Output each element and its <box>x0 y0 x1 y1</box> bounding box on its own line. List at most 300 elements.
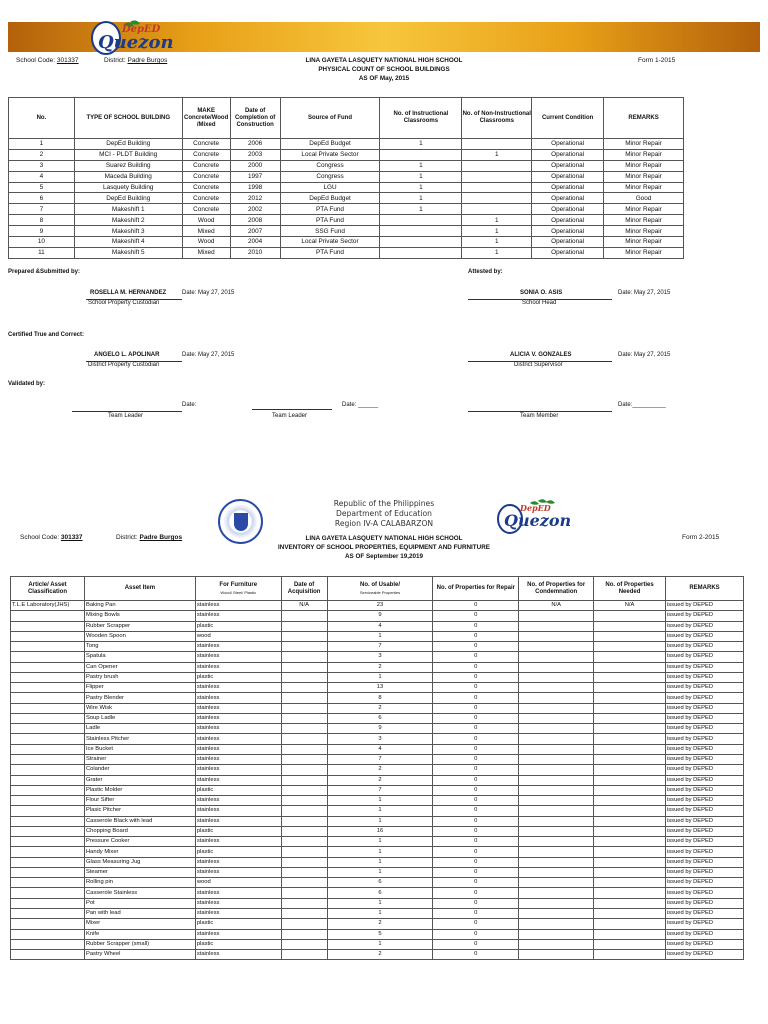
form-number: Form 1-2015 <box>638 57 676 64</box>
table-cell: issued by DEPED <box>666 775 744 785</box>
table-cell: issued by DEPED <box>666 826 744 836</box>
table-row <box>11 744 744 754</box>
table-cell: 10 <box>9 237 75 248</box>
table-row <box>11 734 744 744</box>
table-cell: 7 <box>327 785 433 795</box>
table-cell: 2 <box>327 919 433 929</box>
column-header: Article/ Asset Classification <box>11 577 85 601</box>
table-cell: 2006 <box>230 139 280 150</box>
table-cell: Operational <box>532 139 604 150</box>
table-cell: Minor Repair <box>604 215 684 226</box>
table-cell: 1 <box>380 160 462 171</box>
table-cell <box>11 642 85 652</box>
table-cell: Pan with lead <box>84 908 195 918</box>
val2-line <box>252 409 332 410</box>
table-cell: issued by DEPED <box>666 806 744 816</box>
table-cell: Pastry Wheel <box>84 950 195 960</box>
table-cell: issued by DEPED <box>666 631 744 641</box>
table-cell: 1 <box>327 908 433 918</box>
table-cell: 0 <box>433 662 519 672</box>
table-cell <box>462 139 532 150</box>
table-row <box>11 806 744 816</box>
table-cell: issued by DEPED <box>666 898 744 908</box>
logo-big-text: Quezon <box>98 32 174 53</box>
school-name-2: LINA GAYETA LASQUETY NATIONAL HIGH SCHOOL <box>305 535 463 542</box>
column-header: No. of Properties Needed <box>594 577 666 601</box>
table-cell <box>594 939 666 949</box>
table-cell: 0 <box>433 939 519 949</box>
table-cell: Concrete <box>182 139 230 150</box>
table-row <box>11 703 744 713</box>
table-cell: Operational <box>532 215 604 226</box>
table-cell: stainless <box>195 713 281 723</box>
table-cell <box>281 898 327 908</box>
table-row <box>11 621 744 631</box>
table-cell <box>11 621 85 631</box>
table-cell <box>594 816 666 826</box>
table-cell: stainless <box>195 775 281 785</box>
table-cell <box>594 744 666 754</box>
table-cell: plastic <box>195 826 281 836</box>
table-cell: Lasquety Building <box>74 182 182 193</box>
table-cell: stainless <box>195 642 281 652</box>
table-cell: Minor Repair <box>604 139 684 150</box>
table-cell: Grater <box>84 775 195 785</box>
table-cell: stainless <box>195 601 281 611</box>
column-header: Current Condition <box>532 98 604 139</box>
table-cell <box>519 693 594 703</box>
table-cell: issued by DEPED <box>666 837 744 847</box>
table-cell: Soup Ladle <box>84 713 195 723</box>
table-cell: 0 <box>433 652 519 662</box>
table-cell: 0 <box>433 878 519 888</box>
table-cell: 2 <box>9 149 75 160</box>
table-cell: Rubber Scrapper (small) <box>84 939 195 949</box>
table-cell <box>519 703 594 713</box>
table-cell <box>281 837 327 847</box>
table-row <box>11 867 744 877</box>
column-header: No. of Instructional Classrooms <box>380 98 462 139</box>
table-cell: 0 <box>433 601 519 611</box>
table-cell <box>11 847 85 857</box>
table-cell: issued by DEPED <box>666 765 744 775</box>
table-cell: 2002 <box>230 204 280 215</box>
table-cell: Minor Repair <box>604 226 684 237</box>
table-cell <box>519 765 594 775</box>
table-cell <box>519 898 594 908</box>
table-cell <box>11 796 85 806</box>
table-cell <box>11 878 85 888</box>
school-code: School Code: 301337 <box>16 57 79 64</box>
validated-label: Validated by: <box>8 381 46 387</box>
table-cell <box>519 611 594 621</box>
table-cell: Makeshift 5 <box>74 247 182 258</box>
table-cell: 1 <box>327 806 433 816</box>
table-cell <box>594 878 666 888</box>
sig4-date: Date: May 27, 2015 <box>618 352 671 358</box>
table-cell: PTA Fund <box>280 247 380 258</box>
table-cell: T.L.E Laboratory(JHS) <box>11 601 85 611</box>
table-cell <box>519 652 594 662</box>
table-cell: Mixing Bowls <box>84 611 195 621</box>
sig3-role: District Property Custodian <box>88 362 160 368</box>
table-cell <box>11 826 85 836</box>
table-cell <box>594 724 666 734</box>
column-header: Source of Fund <box>280 98 380 139</box>
table-cell: 9 <box>9 226 75 237</box>
table-cell: 1 <box>327 796 433 806</box>
table-cell <box>594 857 666 867</box>
table-cell <box>519 724 594 734</box>
table-cell <box>281 919 327 929</box>
table-cell: stainless <box>195 816 281 826</box>
deped-quezon-logo <box>84 18 214 58</box>
table-cell: issued by DEPED <box>666 601 744 611</box>
table-cell: plastic <box>195 672 281 682</box>
table-row <box>9 204 684 215</box>
table-row <box>11 847 744 857</box>
table-cell <box>462 204 532 215</box>
table-row <box>11 631 744 641</box>
table-cell: MCI - PLDT Building <box>74 149 182 160</box>
column-header: MAKE Concrete/Wood /Mixed <box>182 98 230 139</box>
table-cell: Local Private Sector <box>280 237 380 248</box>
table-cell: 6 <box>327 713 433 723</box>
table-cell: 4 <box>327 744 433 754</box>
table-row <box>11 724 744 734</box>
table-cell: 2003 <box>230 149 280 160</box>
table-cell <box>594 826 666 836</box>
table-cell: 0 <box>433 867 519 877</box>
table-cell <box>11 950 85 960</box>
table-cell <box>519 775 594 785</box>
table-row <box>11 652 744 662</box>
table-cell <box>11 683 85 693</box>
table-row <box>9 149 684 160</box>
table-cell: stainless <box>195 754 281 764</box>
table-cell: issued by DEPED <box>666 652 744 662</box>
table-cell <box>594 898 666 908</box>
district: District: Padre Burgos <box>104 57 168 64</box>
column-header: REMARKS <box>666 577 744 601</box>
table-cell: Concrete <box>182 193 230 204</box>
table-cell <box>380 247 462 258</box>
table-cell: Casserole Stainless <box>84 888 195 898</box>
table-cell: issued by DEPED <box>666 878 744 888</box>
table-cell <box>281 796 327 806</box>
sig1-role: School Property Custodian <box>88 300 160 306</box>
as-of-date: AS OF May, 2015 <box>358 75 410 82</box>
table-cell <box>519 621 594 631</box>
table-cell: Minor Repair <box>604 171 684 182</box>
usable-sub-label: Serviceable Properties <box>359 589 401 595</box>
table-cell <box>281 652 327 662</box>
table-cell <box>11 713 85 723</box>
table-cell <box>11 693 85 703</box>
table-cell: stainless <box>195 744 281 754</box>
table-cell: 1 <box>462 215 532 226</box>
table-cell <box>11 672 85 682</box>
table-cell: 1997 <box>230 171 280 182</box>
table-cell: 7 <box>327 754 433 764</box>
table-cell: stainless <box>195 929 281 939</box>
table-cell: Good <box>604 193 684 204</box>
table-row <box>9 139 684 150</box>
table-cell <box>11 857 85 867</box>
table-cell <box>11 611 85 621</box>
table-cell <box>281 847 327 857</box>
column-header: Date of Acquisition <box>281 577 327 601</box>
table-cell: 2000 <box>230 160 280 171</box>
table-cell <box>594 703 666 713</box>
table-cell: Makeshift 4 <box>74 237 182 248</box>
table-cell <box>519 888 594 898</box>
val2-role: Team Leader <box>272 413 308 419</box>
table-cell: plastic <box>195 785 281 795</box>
table-cell <box>519 642 594 652</box>
table-cell: 0 <box>433 683 519 693</box>
table-cell: 0 <box>433 754 519 764</box>
table-cell: 1 <box>462 247 532 258</box>
table-cell: stainless <box>195 662 281 672</box>
table-cell: 0 <box>433 898 519 908</box>
table-cell: 1 <box>462 226 532 237</box>
table-cell: plastic <box>195 621 281 631</box>
table-cell: 0 <box>433 672 519 682</box>
table-cell <box>594 683 666 693</box>
table-cell: 0 <box>433 908 519 918</box>
table-cell <box>380 215 462 226</box>
table-cell: Operational <box>532 182 604 193</box>
table-cell: Wire Wisk <box>84 703 195 713</box>
school-name: LINA GAYETA LASQUETY NATIONAL HIGH SCHOOL <box>305 57 463 64</box>
table-cell: 5 <box>9 182 75 193</box>
table-cell <box>519 785 594 795</box>
table-cell <box>380 237 462 248</box>
table-cell <box>281 713 327 723</box>
column-header: Date of Completion of Construction <box>230 98 280 139</box>
table-cell: 7 <box>327 642 433 652</box>
column-header: REMARKS <box>604 98 684 139</box>
table-row <box>11 929 744 939</box>
table-cell <box>519 744 594 754</box>
table-cell <box>519 672 594 682</box>
table-cell: 0 <box>433 888 519 898</box>
table-cell <box>519 713 594 723</box>
table-cell <box>594 837 666 847</box>
table-cell: issued by DEPED <box>666 672 744 682</box>
table-cell <box>462 171 532 182</box>
table-cell: stainless <box>195 765 281 775</box>
table-cell: issued by DEPED <box>666 950 744 960</box>
table-cell: 2004 <box>230 237 280 248</box>
table-row <box>11 775 744 785</box>
table-cell <box>281 765 327 775</box>
table-cell: 16 <box>327 826 433 836</box>
table-cell <box>281 642 327 652</box>
table-cell <box>11 775 85 785</box>
table-cell <box>281 683 327 693</box>
table-cell: DepEd Budget <box>280 139 380 150</box>
table-cell: N/A <box>594 601 666 611</box>
table-cell: 1 <box>327 816 433 826</box>
table-cell: issued by DEPED <box>666 713 744 723</box>
table-cell <box>281 621 327 631</box>
table-cell: Minor Repair <box>604 204 684 215</box>
table-cell <box>11 939 85 949</box>
table-cell <box>281 703 327 713</box>
table-cell: Pot <box>84 898 195 908</box>
table-cell <box>281 878 327 888</box>
table-cell: Operational <box>532 204 604 215</box>
table-cell: Congress <box>280 171 380 182</box>
table-cell: Colander <box>84 765 195 775</box>
table-cell <box>519 826 594 836</box>
table-cell: Congress <box>280 160 380 171</box>
table-row <box>9 215 684 226</box>
val3-date: Date:__________ <box>618 402 666 408</box>
table-row <box>11 878 744 888</box>
table-cell: Wooden Spoon <box>84 631 195 641</box>
table-row <box>9 160 684 171</box>
val1-role: Team Leader <box>108 413 144 419</box>
table-cell: issued by DEPED <box>666 796 744 806</box>
table-row <box>11 898 744 908</box>
table-cell: Tong <box>84 642 195 652</box>
table-cell <box>281 816 327 826</box>
table-cell: stainless <box>195 724 281 734</box>
table-cell: Stainless Pitcher <box>84 734 195 744</box>
table-cell: 9 <box>327 724 433 734</box>
table-cell <box>462 160 532 171</box>
table-cell: Flipper <box>84 683 195 693</box>
table-cell: Concrete <box>182 149 230 160</box>
table-cell <box>281 939 327 949</box>
table-cell: 1 <box>327 631 433 641</box>
table-cell: Suarez Building <box>74 160 182 171</box>
table-row <box>9 182 684 193</box>
table-cell: stainless <box>195 683 281 693</box>
table-cell <box>594 642 666 652</box>
table-cell: DepEd Budget <box>280 193 380 204</box>
as-of-date-2: AS OF September 19,2019 <box>344 553 424 560</box>
table-cell: stainless <box>195 898 281 908</box>
column-header: No. <box>9 98 75 139</box>
table-cell: Knife <box>84 929 195 939</box>
table-cell: issued by DEPED <box>666 642 744 652</box>
table-cell <box>11 929 85 939</box>
table-row <box>11 888 744 898</box>
table-cell: 1 <box>380 171 462 182</box>
table-cell <box>519 631 594 641</box>
table-row <box>11 662 744 672</box>
form-title-2: INVENTORY OF SCHOOL PROPERTIES, EQUIPMENT AND FURNITURE <box>278 544 490 551</box>
table-cell: 0 <box>433 950 519 960</box>
table-cell: Flour Sifter <box>84 796 195 806</box>
table-cell: 0 <box>433 734 519 744</box>
deped-quezon-logo-2 <box>496 497 574 535</box>
table-cell <box>594 754 666 764</box>
table-cell: Chopping Board <box>84 826 195 836</box>
table-cell: wood <box>195 631 281 641</box>
table-cell: Mixer <box>84 919 195 929</box>
table-cell: LGU <box>280 182 380 193</box>
table-row <box>11 785 744 795</box>
table-cell: 2008 <box>230 215 280 226</box>
table-row <box>11 601 744 611</box>
table-row <box>11 672 744 682</box>
table-cell <box>594 867 666 877</box>
table-cell: Concrete <box>182 160 230 171</box>
table-cell <box>281 867 327 877</box>
table-cell: Maceda Building <box>74 171 182 182</box>
table-cell: Operational <box>532 226 604 237</box>
table-cell <box>519 878 594 888</box>
table-cell: 1 <box>462 149 532 160</box>
table-row <box>11 826 744 836</box>
table-cell <box>11 888 85 898</box>
table-cell: Minor Repair <box>604 149 684 160</box>
table-row <box>11 837 744 847</box>
table-cell: DepEd Building <box>74 193 182 204</box>
table-cell <box>11 765 85 775</box>
logo2-big-text: Quezon <box>504 511 572 530</box>
table-cell <box>519 919 594 929</box>
table-cell: issued by DEPED <box>666 744 744 754</box>
table-cell: Operational <box>532 193 604 204</box>
table-cell <box>281 662 327 672</box>
table-cell: 0 <box>433 621 519 631</box>
table-cell: Ladle <box>84 724 195 734</box>
table-row <box>11 950 744 960</box>
val2-date: Date: ______ <box>342 402 379 408</box>
table-cell: stainless <box>195 950 281 960</box>
table-cell: stainless <box>195 908 281 918</box>
table-row <box>11 796 744 806</box>
table-cell: issued by DEPED <box>666 734 744 744</box>
table-cell: Minor Repair <box>604 237 684 248</box>
table-cell: 2010 <box>230 247 280 258</box>
table-cell: issued by DEPED <box>666 754 744 764</box>
table-row <box>9 237 684 248</box>
table-cell: 0 <box>433 796 519 806</box>
table-cell: Pressure Cooker <box>84 837 195 847</box>
table-cell: Operational <box>532 247 604 258</box>
table-cell <box>594 672 666 682</box>
table-cell: issued by DEPED <box>666 816 744 826</box>
table-cell: 1 <box>327 672 433 682</box>
table-row <box>11 765 744 775</box>
table-cell <box>11 816 85 826</box>
table-cell: issued by DEPED <box>666 785 744 795</box>
table-cell: Concrete <box>182 182 230 193</box>
table-cell: 4 <box>327 621 433 631</box>
table-cell <box>281 672 327 682</box>
table-cell: Makeshift 2 <box>74 215 182 226</box>
logo2-small-text: DepED <box>520 503 551 513</box>
val3-line <box>468 411 612 412</box>
table-cell: 0 <box>433 724 519 734</box>
table-cell: 3 <box>327 734 433 744</box>
table-cell: 0 <box>433 713 519 723</box>
table-cell: 1 <box>327 898 433 908</box>
table-cell: 0 <box>433 837 519 847</box>
column-header: No. of Non-Instructional Classrooms <box>462 98 532 139</box>
table-cell: Baking Pan <box>84 601 195 611</box>
table-cell: 1 <box>9 139 75 150</box>
table-cell <box>519 816 594 826</box>
val1-date: Date: <box>182 402 197 408</box>
